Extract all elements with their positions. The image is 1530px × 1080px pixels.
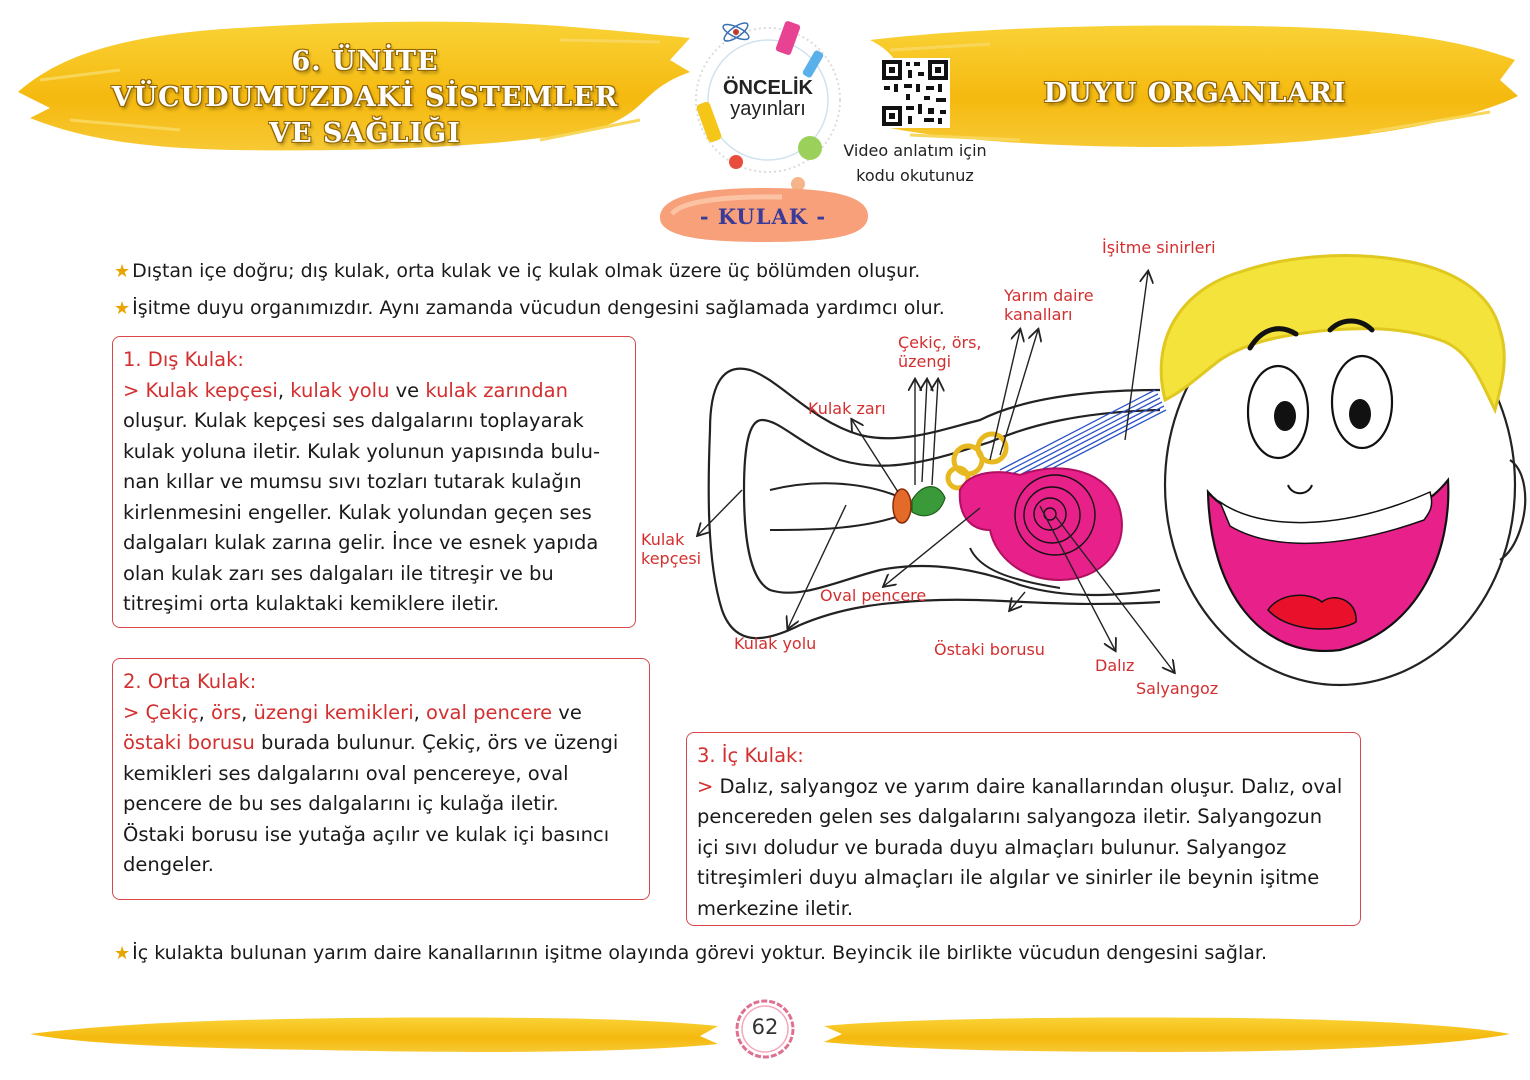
sep: ve: [389, 378, 426, 402]
qr-code-icon[interactable]: [880, 58, 950, 128]
term-oval-pencere: oval pencere: [426, 700, 553, 724]
qr-caption-line1: Video anlatım için: [843, 141, 987, 160]
inner-ear-line: titreşimleri duyu almaçları ile algılar ve sinirler ile beynin işitme: [697, 866, 1320, 889]
logo-line2: yayınları: [730, 98, 806, 120]
sep: ,: [277, 378, 291, 402]
outer-ear-line: titreşimi orta kulaktaki kemiklere iletir.: [123, 592, 500, 615]
outer-ear-line: kulak yoluna iletir. Kulak yolunun yapısında bulu-: [123, 439, 601, 463]
sep: ve: [552, 700, 582, 724]
qr-caption-line2: kodu okutunuz: [856, 166, 974, 185]
footer-note: [114, 940, 1267, 967]
middle-ear-line: pencere de bu ses dalgalarını iç kulağa iletir.: [123, 792, 559, 815]
inner-ear-line-1: [697, 772, 1350, 803]
sep: ,: [198, 700, 211, 724]
term-ors: örs: [211, 700, 242, 724]
outer-ear-title: 1. Dış Kulak:: [123, 348, 244, 371]
outer-ear-line: kirlenmesini engeller. Kulak yolundan geçen ses: [123, 500, 592, 524]
unit-title-line2: VÜCUDUMUZDAKİ SİSTEMLER: [111, 82, 619, 113]
unit-title-line3: VE SAĞLIĞI: [269, 118, 461, 149]
inner-ear-line: merkezine iletir.: [697, 896, 854, 920]
outer-ear-line-1: [123, 376, 625, 407]
sep: ,: [413, 700, 427, 724]
prefix-marker: >: [697, 774, 720, 798]
outer-ear-line: oluşur. Kulak kepçesi ses dalgalarını toplayarak: [123, 409, 584, 432]
term-kulak-kepcesi: Kulak kepçesi: [145, 378, 278, 402]
term-kulak-yolu: kulak yolu: [290, 378, 390, 402]
middle-ear-box: [112, 658, 650, 900]
outer-ear-line: dalgaları kulak zarına gelir. İnce ve esnek yapıda: [123, 531, 599, 554]
term-cekic: Çekiç: [145, 700, 199, 724]
unit-title-line1: 6. ÜNİTE: [291, 46, 439, 77]
middle-ear-line: kemikleri ses dalgalarını oval pencereye, oval: [123, 761, 569, 785]
label-yarim-daire: [1004, 286, 1094, 324]
inner-ear-line: içi sıvı doludur ve burada duyu almaçları bulunur. Salyangoz: [697, 835, 1287, 859]
eardrum: [893, 489, 911, 523]
label-daliz: Dalız: [1095, 656, 1135, 675]
middle-ear-line-2-rest: burada bulunur. Çekiç, örs ve üzengi: [254, 731, 619, 754]
label-cekic-ors-uzengi: [898, 333, 981, 371]
prefix-marker: >: [123, 700, 146, 724]
sep: ,: [241, 700, 254, 724]
inner-ear-box: [686, 732, 1361, 926]
prefix-marker: >: [123, 378, 146, 402]
term-ostaki: östaki borusu: [123, 731, 255, 754]
middle-ear-title: 2. Orta Kulak:: [123, 670, 257, 693]
term-uzengi: üzengi kemikleri: [253, 700, 414, 724]
middle-ear-line-2: [123, 728, 639, 759]
label-yarim-daire-2: kanalları: [1004, 305, 1073, 324]
outer-ear-line: nan kıllar ve mumsu sıvı tozları tutarak kulağın: [123, 470, 582, 493]
page-number: 62: [751, 1015, 779, 1039]
unit-title: [80, 44, 650, 152]
footer-stripe-left: [20, 1008, 720, 1058]
footer-note-text: İç kulakta bulunan yarım daire kanallarının işitme olayında görevi yoktur. Beyincik ile birlikte vücudun dengesini sağlar.: [132, 942, 1268, 964]
star-icon: ★: [114, 261, 131, 282]
cochlea: [960, 468, 1122, 580]
label-kulak-kepcesi-1: Kulak: [641, 530, 685, 549]
outer-ear-box: [112, 336, 636, 628]
section-title: - KULAK -: [699, 204, 827, 229]
outer-ear-line: olan kulak zarı ses dalgaları ile titreşir ve bu: [123, 561, 554, 585]
middle-ear-line: Östaki borusu ise yutağa açılır ve kulak içi basıncı: [123, 822, 610, 846]
middle-ear-line-1: [123, 698, 639, 729]
label-kulak-kepcesi-2: kepçesi: [641, 549, 702, 568]
middle-ear-line: dengeler.: [123, 853, 214, 876]
footer-stripe-right: [820, 1008, 1520, 1058]
logo-text: [706, 78, 830, 120]
inner-ear-title: 3. İç Kulak:: [697, 744, 804, 767]
star-icon: ★: [114, 298, 131, 319]
label-cekic-1: Çekiç, örs,: [898, 333, 982, 352]
intro-bullet-1-text: Dıştan içe doğru; dış kulak, orta kulak ve iç kulak olmak üzere üç bölümden oluşur.: [132, 260, 921, 282]
topic-title: DUYU ORGANLARI: [1043, 78, 1347, 109]
logo-line1: ÖNCELİK: [723, 77, 813, 99]
label-salyangoz: Salyangoz: [1136, 679, 1219, 698]
label-kulak-kepcesi: [641, 530, 701, 568]
label-ostaki-borusu: Östaki borusu: [934, 640, 1045, 659]
intro-bullet-2-text: İşitme duyu organımızdır. Aynı zamanda vücudun dengesini sağlamada yardımcı olur.: [132, 297, 945, 319]
label-isitme-sinirleri: İşitme sinirleri: [1102, 238, 1216, 257]
label-kulak-zari: Kulak zarı: [808, 399, 886, 418]
inner-ear-line-1-text: Dalız, salyangoz ve yarım daire kanallarından oluşur. Dalız, oval: [719, 774, 1343, 798]
label-cekic-2: üzengi: [898, 352, 952, 371]
star-icon: ★: [114, 943, 131, 964]
label-oval-pencere: Oval pencere: [820, 586, 927, 605]
term-kulak-zari: kulak zarından: [425, 378, 568, 402]
label-yarim-daire-1: Yarım daire: [1004, 286, 1094, 305]
label-kulak-yolu: Kulak yolu: [734, 634, 817, 653]
qr-caption: [832, 138, 998, 188]
inner-ear-line: pencereden gelen ses dalgalarını salyangoza iletir. Salyangozun: [697, 805, 1323, 828]
